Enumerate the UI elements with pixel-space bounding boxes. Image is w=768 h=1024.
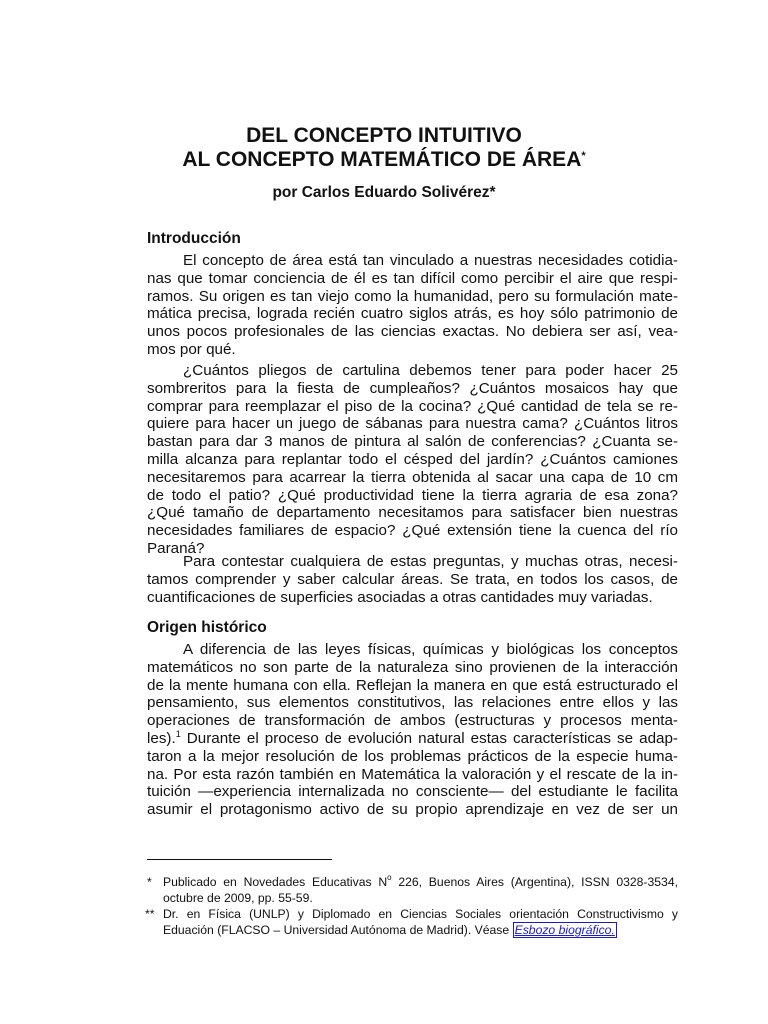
superscript: o bbox=[387, 873, 392, 882]
text-line bbox=[147, 730, 678, 748]
text-line: ¿Qué tamaño de departamento necesitamos para satisfacer bien nuestras bbox=[147, 504, 678, 522]
text-fragment: Eduación (FLACSO – Universidad Autónoma de Madrid). Véase bbox=[163, 923, 513, 937]
title-line-1: DEL CONCEPTO INTUITIVO bbox=[246, 124, 522, 147]
text-line: matemáticos no son parte de la naturaleza sino provienen de la interacción bbox=[147, 658, 678, 676]
text-line: de la mente humana con ella. Reflejan la manera en que está estructurado el bbox=[147, 676, 678, 694]
text-line: mática precisa, lograda recién cuatro siglos atrás, es hoy sólo patrimonio de bbox=[147, 305, 678, 323]
text-line: comprar para reemplazar el piso de la cocina? ¿Qué cantidad de tela se re- bbox=[147, 397, 678, 415]
text-line: unos pocos profesionales de las ciencias exactas. No debiera ser así, vea- bbox=[147, 323, 678, 341]
text-fragment: Durante el proceso de evolución natural estas características se adap- bbox=[180, 729, 678, 747]
footnote-line: Dr. en Física (UNLP) y Diplomado en Ciencias Sociales orientación Constructivismo y bbox=[163, 907, 678, 921]
title-footnote-mark: * bbox=[581, 150, 586, 162]
footnote-separator bbox=[147, 859, 332, 860]
text-line: ¿Cuántos pliegos de cartulina debemos tener para poder hacer 25 bbox=[183, 362, 678, 379]
text-line: A diferencia de las leyes físicas, químicas y biológicas los conceptos bbox=[183, 641, 678, 658]
text-line: cuantificaciones de superficies asociadas a otras cantidades muy variadas. bbox=[147, 588, 653, 606]
text-line: sombreritos para la fiesta de cumpleaños? ¿Cuántos mosaicos hay que bbox=[147, 379, 678, 397]
footnote-mark: * bbox=[147, 875, 152, 889]
text-fragment: Publicado en Novedades Educativas N bbox=[163, 875, 388, 889]
origin-paragraph bbox=[147, 641, 678, 819]
intro-paragraph-3 bbox=[147, 553, 678, 606]
footnote-1 bbox=[147, 874, 678, 908]
text-line: necesitaremos para acarrear la tierra obtenida al sacar una capa de 10 cm bbox=[147, 468, 678, 486]
section-heading-intro: Introducción bbox=[147, 230, 241, 247]
text-line: milla alcanza para replantar todo el césped del jardín? ¿Cuántos camiones bbox=[147, 450, 678, 468]
footnote-mark: ** bbox=[145, 907, 155, 921]
text-line: na. Por esta razón también en Matemática la valoración y el rescate de la in- bbox=[147, 765, 678, 783]
footnote-line bbox=[163, 922, 678, 938]
text-line: tuición —experiencia internalizada no consciente— del estudiante le facilita bbox=[147, 783, 678, 801]
text-line: operaciones de transformación de ambos (estructuras y procesos menta- bbox=[147, 712, 678, 730]
author-byline: por Carlos Eduardo Solivérez* bbox=[272, 184, 496, 201]
text-fragment: les). bbox=[147, 729, 176, 747]
text-line: bastan para dar 3 manos de pintura al salón de conferencias? ¿Cuanta se- bbox=[147, 433, 678, 451]
text-line: mos por qué. bbox=[147, 340, 236, 358]
text-line: Paraná? bbox=[147, 539, 205, 557]
title-line-2-text: AL CONCEPTO MATEMÁTICO DE ÁREA bbox=[182, 148, 582, 171]
text-line: Para contestar cualquiera de estas preguntas, y muchas otras, necesi- bbox=[183, 553, 678, 570]
footnote-ref: 1 bbox=[175, 728, 181, 739]
text-line: quiere para hacer un juego de sábanas para nuestra cama? ¿Cuántos litros bbox=[147, 415, 678, 433]
footnote-2 bbox=[147, 906, 678, 940]
biography-link[interactable]: Esbozo biográfico. bbox=[514, 923, 615, 937]
text-line: asumir el protagonismo activo de su propio aprendizaje en vez de ser un bbox=[147, 801, 678, 819]
section-heading-origin: Origen histórico bbox=[147, 619, 267, 636]
text-line: El concepto de área está tan vinculado a nuestras necesidades cotidia- bbox=[183, 252, 678, 269]
intro-paragraph-1 bbox=[147, 252, 678, 359]
footnote-body bbox=[163, 906, 678, 938]
text-line: ramos. Su origen es tan viejo como la humanidad, pero su formulación mate- bbox=[147, 287, 678, 305]
text-line: de todo el patio? ¿Qué productividad tiene la tierra agraria de esa zona? bbox=[147, 486, 678, 504]
intro-paragraph-2 bbox=[147, 362, 678, 558]
text-line: taron a la mejor resolución de los problemas prácticos de la especie huma- bbox=[147, 747, 678, 765]
text-line: nas que tomar conciencia de él es tan difícil como percibir el aire que respi- bbox=[147, 269, 678, 287]
text-line: tamos comprender y saber calcular áreas. Se trata, en todos los casos, de bbox=[147, 570, 678, 588]
text-line: necesidades familiares de espacio? ¿Qué extensión tiene la cuenca del río bbox=[147, 522, 678, 540]
footnote-line: octubre de 2009, pp. 55-59. bbox=[163, 891, 313, 905]
footnote-line bbox=[163, 874, 678, 890]
title-line-2 bbox=[0, 148, 768, 172]
text-fragment: 226, Buenos Aires (Argentina), ISSN 0328-3534, bbox=[391, 875, 678, 889]
text-line: pensamiento, sus elementos constitutivos, las relaciones entre ellos y las bbox=[147, 694, 678, 712]
footnote-body bbox=[163, 874, 678, 906]
